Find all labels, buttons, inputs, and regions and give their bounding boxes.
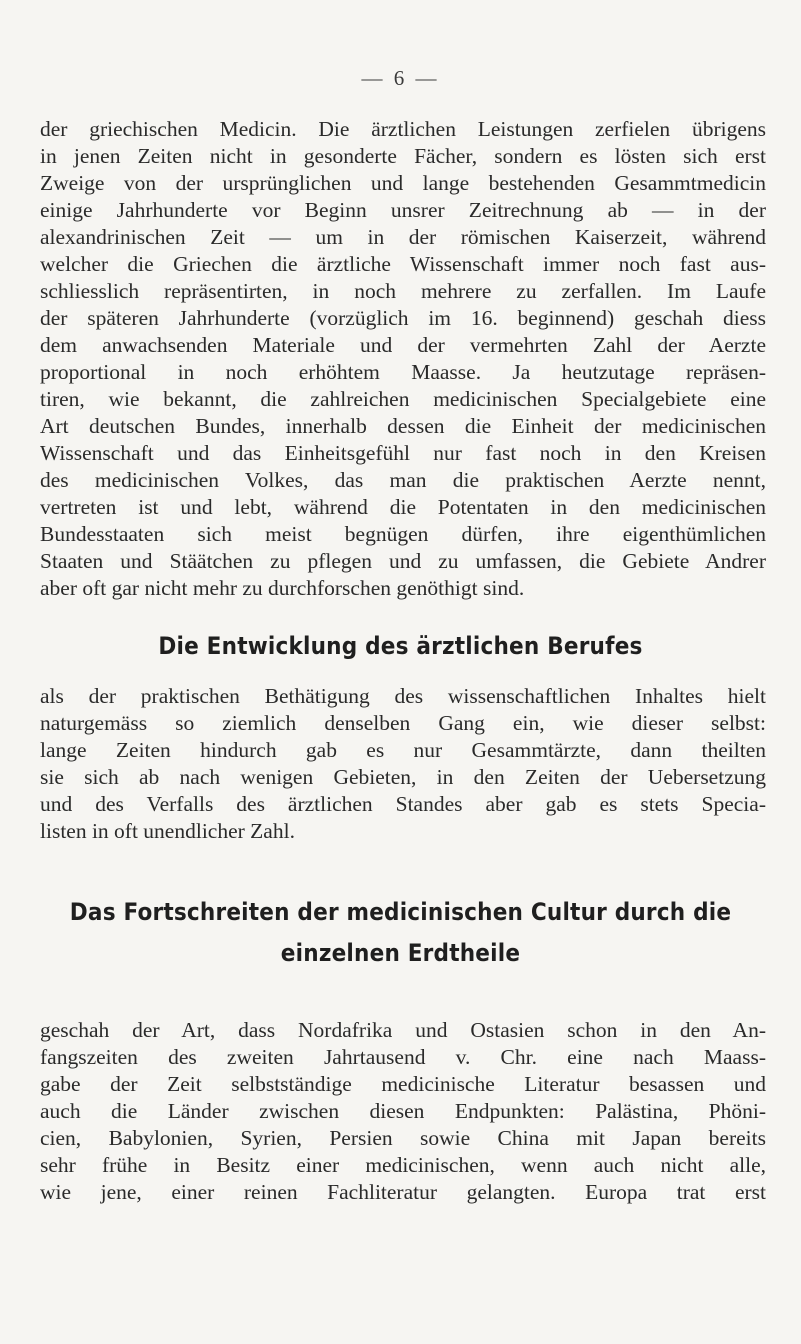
text-line: alexandrinischen Zeit — um in der römischen Kaiserzeit, während [40,225,766,249]
paragraph-2 [40,683,766,845]
text-line: listen in oft unendlicher Zahl. [40,819,295,843]
text-line: Wissenschaft und das Einheitsgefühl nur fast noch in den Kreisen [40,441,766,465]
text-line: geschah der Art, dass Nordafrika und Ostasien schon in den An- [40,1018,766,1042]
page-number: — 6 — [361,66,440,90]
text-line: dem anwachsenden Materiale und der vermehrten Zahl der Aerzte [40,333,766,357]
text-line: auch die Länder zwischen diesen Endpunkten: Palästina, Phöni- [40,1099,766,1123]
text-line: schliesslich repräsentirten, in noch mehrere zu zerfallen. Im Laufe [40,279,766,303]
text-line: als der praktischen Bethätigung des wissenschaftlichen Inhaltes hielt [40,684,766,708]
text-line: und des Verfalls des ärztlichen Standes aber gab es stets Specia- [40,792,766,816]
text-line: lange Zeiten hindurch gab es nur Gesammtärzte, dann theilten [40,738,766,762]
text-line: Zweige von der ursprünglichen und lange bestehenden Gesammtmedicin [40,171,766,195]
text-line: tiren, wie bekannt, die zahlreichen medicinischen Specialgebiete eine [40,387,766,411]
text-line: sie sich ab nach wenigen Gebieten, in den Zeiten der Uebersetzung [40,765,766,789]
text-line: proportional in noch erhöhtem Maasse. Ja heutzutage repräsen- [40,360,766,384]
text-line: Bundesstaaten sich meist begnügen dürfen, ihre eigenthümlichen [40,522,766,546]
text-line: der späteren Jahrhunderte (vorzüglich im 16. beginnend) geschah diess [40,306,766,330]
text-line: Staaten und Stäätchen zu pflegen und zu umfassen, die Gebiete Andrer [40,549,766,573]
text-line: Art deutschen Bundes, innerhalb dessen die Einheit der medicinischen [40,414,766,438]
text-line: aber oft gar nicht mehr zu durchforschen genöthigt sind. [40,576,525,600]
text-line: welcher die Griechen die ärztliche Wissenschaft immer noch fast aus- [40,252,766,276]
section-heading: Die Entwicklung des ärztlichen Berufes [158,632,643,660]
text-line: sehr frühe in Besitz einer medicinischen, wenn auch nicht alle, [40,1153,766,1177]
text-line: vertreten ist und lebt, während die Potentaten in den medicinischen [40,495,766,519]
text-line: einige Jahrhunderte vor Beginn unsrer Zeitrechnung ab — in der [40,198,766,222]
text-line: in jenen Zeiten nicht in gesonderte Fächer, sondern es lösten sich erst [40,144,766,168]
text-line: gabe der Zeit selbstständige medicinische Literatur besassen und [40,1072,766,1096]
text-line: des medicinischen Volkes, das man die praktischen Aerzte nennt, [40,468,766,492]
text-line: der griechischen Medicin. Die ärztlichen Leistungen zerfielen übrigens [40,117,766,141]
paragraph-3 [40,1017,766,1206]
paragraph-1 [40,116,766,602]
text-line: cien, Babylonien, Syrien, Persien sowie China mit Japan bereits [40,1126,766,1150]
section-heading: Das Fortschreiten der medicinischen Cultur durch die [69,898,732,926]
text-line: fangszeiten des zweiten Jahrtausend v. Chr. eine nach Maass- [40,1045,766,1069]
section-heading: einzelnen Erdtheile [280,939,521,967]
text-line: naturgemäss so ziemlich denselben Gang ein, wie dieser selbst: [40,711,766,735]
text-line: wie jene, einer reinen Fachliteratur gelangten. Europa trat erst [40,1180,766,1204]
